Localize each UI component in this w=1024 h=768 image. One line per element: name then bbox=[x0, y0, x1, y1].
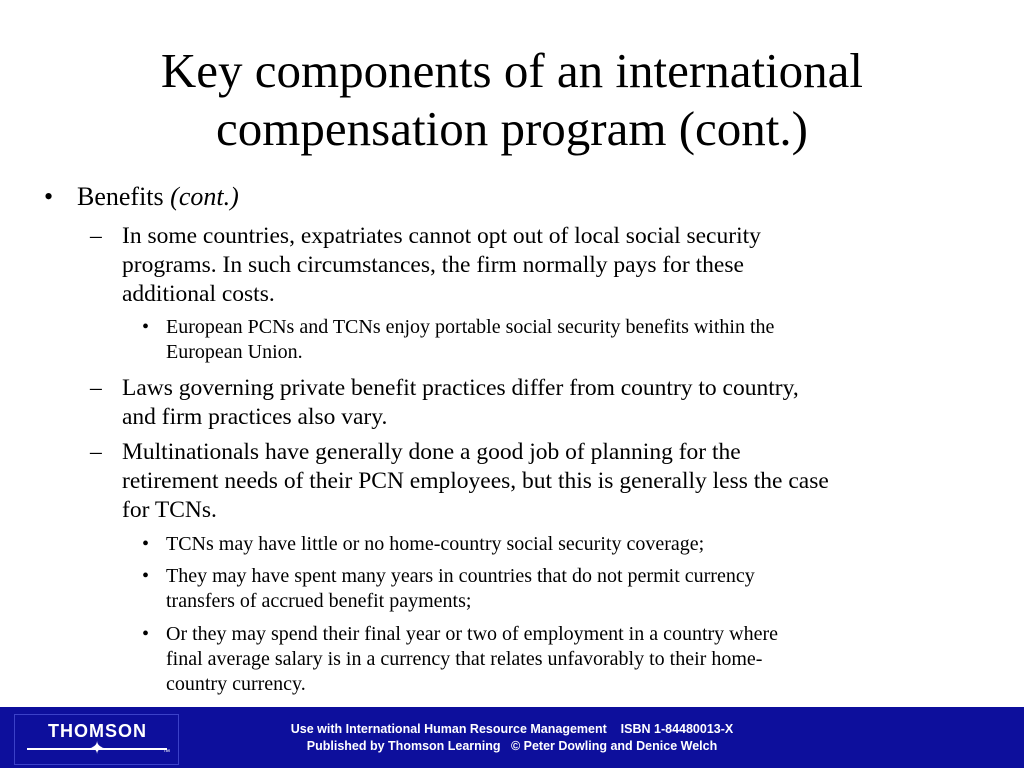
sub-bullet-2-line-1: Laws governing private benefit practices differ from country to country, bbox=[122, 375, 799, 401]
trademark-mark: ™ bbox=[163, 749, 170, 756]
small-bullet-marker: • bbox=[142, 623, 150, 645]
sub-bullet-3-line-1: Multinationals have generally done a good job of planning for the bbox=[122, 439, 741, 465]
sub-sub-bullet-3-3-line-1: Or they may spend their final year or two of employment in a country where bbox=[166, 623, 779, 645]
sub-sub-bullet-3-3-line-2: final average salary is in a currency that relates unfavorably to their home- bbox=[166, 648, 763, 670]
small-bullet-marker: • bbox=[142, 565, 150, 587]
logo-wordmark: THOMSON bbox=[48, 721, 147, 741]
bullet-benefits bbox=[77, 183, 239, 211]
footer-line-2: Published by Thomson Learning © Peter Dowling and Denice Welch bbox=[306, 739, 718, 753]
sub-sub-bullet-1-1-line-1: European PCNs and TCNs enjoy portable social security benefits within the bbox=[166, 316, 775, 338]
bullet-benefits-label: Benefits bbox=[77, 182, 164, 211]
sub-bullet-1-line-1: In some countries, expatriates cannot opt out of local social security bbox=[122, 223, 761, 249]
thomson-logo bbox=[14, 714, 179, 765]
sub-bullet-1-line-2: programs. In such circumstances, the firm normally pays for these bbox=[122, 252, 744, 278]
sub-bullet-3-line-2: retirement needs of their PCN employees, but this is generally less the case bbox=[122, 468, 829, 494]
bullet-marker: • bbox=[44, 182, 54, 211]
small-bullet-marker: • bbox=[142, 533, 150, 555]
small-bullet-marker: • bbox=[142, 316, 150, 338]
slide-title bbox=[40, 42, 984, 158]
sub-sub-bullet-3-2-line-1: They may have spent many years in countries that do not permit currency bbox=[166, 565, 755, 587]
footer-line-1: Use with International Human Resource Management ISBN 1-84480013-X bbox=[290, 722, 734, 736]
slide-title-line-2: compensation program (cont.) bbox=[216, 101, 808, 156]
sub-sub-bullet-3-2-line-2: transfers of accrued benefit payments; bbox=[166, 590, 472, 612]
slide-title-line-1: Key components of an international bbox=[160, 43, 864, 98]
star-icon: ✦ bbox=[89, 738, 105, 759]
dash-marker: – bbox=[90, 439, 102, 465]
sub-bullet-3-line-3: for TCNs. bbox=[122, 497, 217, 523]
dash-marker: – bbox=[90, 375, 102, 401]
bullet-benefits-suffix: (cont.) bbox=[170, 182, 239, 211]
footer-bar bbox=[0, 707, 1024, 768]
sub-sub-bullet-1-1-line-2: European Union. bbox=[166, 341, 303, 363]
sub-sub-bullet-3-3-line-3: country currency. bbox=[166, 673, 306, 695]
sub-bullet-1-line-3: additional costs. bbox=[122, 281, 275, 307]
dash-marker: – bbox=[90, 223, 102, 249]
sub-bullet-2-line-2: and firm practices also vary. bbox=[122, 404, 388, 430]
sub-sub-bullet-3-1-line-1: TCNs may have little or no home-country social security coverage; bbox=[166, 533, 705, 555]
